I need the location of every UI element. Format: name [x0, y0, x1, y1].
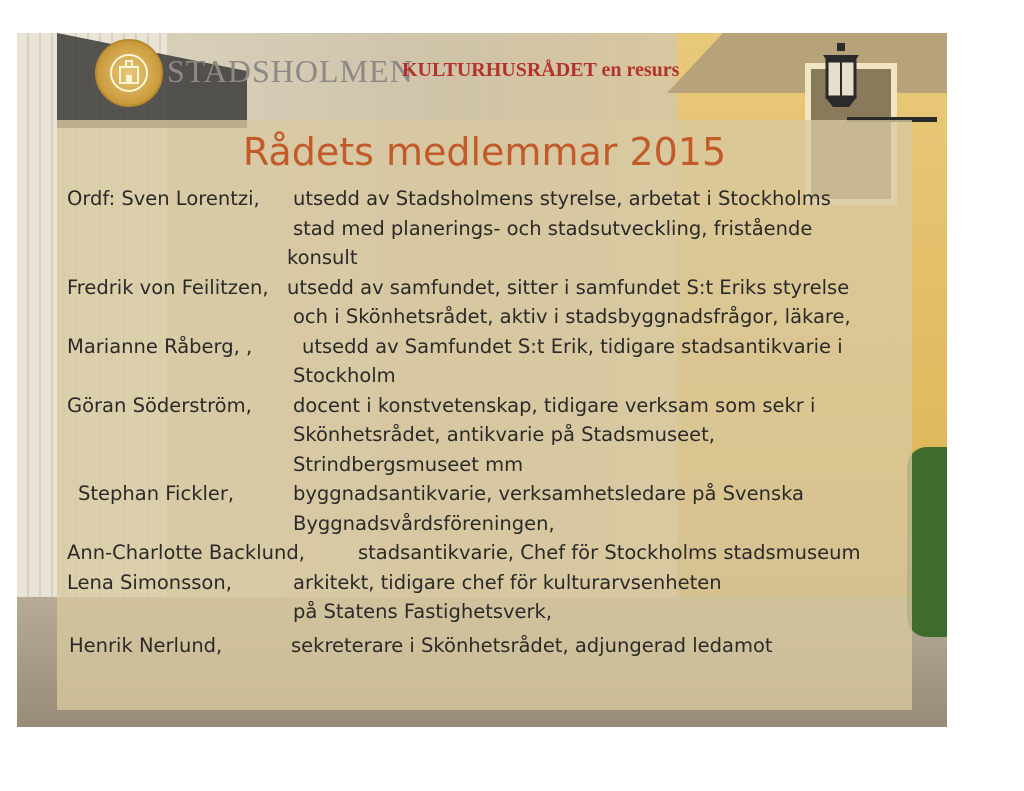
member-name: Henrik Nerlund,: [69, 633, 223, 657]
header: [17, 33, 947, 117]
description-line: docent i konstvetenskap, tidigare verksam som sekr i: [293, 393, 816, 417]
members-list: [57, 184, 912, 663]
list-item: [57, 391, 912, 480]
description-line: utsedd av samfundet, sitter i samfundet S:t Eriks styrelse: [287, 275, 850, 299]
member-description: [287, 273, 851, 332]
member-description: [293, 332, 843, 391]
description-line: Byggnadsvårdsföreningen,: [293, 511, 555, 535]
list-item: [57, 479, 912, 538]
description-line: arkitekt, tidigare chef för kulturarvsenheten: [293, 570, 722, 594]
description-line: stadsantikvarie, Chef för Stockholms stadsmuseum: [358, 541, 861, 564]
member-description: [293, 479, 804, 538]
member-description: [287, 184, 831, 273]
description-line: och i Skönhetsrådet, aktiv i stadsbyggnadsfrågor, läkare,: [293, 305, 851, 328]
member-name: Ann-Charlotte Backlund,: [67, 541, 305, 564]
organization-title: KULTURHUSRÅDET en resurs: [402, 59, 680, 81]
seal-logo-icon: [95, 39, 163, 107]
list-item: [57, 568, 912, 627]
description-line: utsedd av Stadsholmens styrelse, arbetat i Stockholms: [293, 187, 831, 210]
description-line: stad med planerings- och stadsutveckling, fristående: [293, 216, 813, 240]
description-line: Skönhetsrådet, antikvarie på Stadsmuseet,: [293, 423, 715, 446]
member-description: [293, 568, 722, 627]
member-description: [358, 538, 861, 568]
member-name: Marianne Råberg, ,: [67, 334, 253, 358]
member-name: Lena Simonsson,: [67, 570, 232, 594]
description-line: Stockholm: [293, 364, 396, 387]
member-name: Göran Söderström,: [67, 393, 252, 417]
member-description: [293, 391, 815, 480]
list-item: [57, 273, 912, 332]
description-line: Strindbergsmuseet mm: [293, 452, 524, 476]
description-line: sekreterare i Skönhetsrådet, adjungerad ledamot: [291, 633, 773, 657]
list-item: [57, 631, 912, 663]
description-line: byggnadsantikvarie, verksamhetsledare på Svenska: [293, 482, 804, 505]
member-name: Fredrik von Feilitzen,: [67, 275, 269, 299]
list-item: [57, 332, 912, 391]
member-name: Ordf: Sven Lorentzi,: [67, 187, 260, 210]
members-panel: [57, 120, 912, 710]
page-title: Rådets medlemmar 2015: [242, 130, 727, 174]
description-line: konsult: [287, 246, 358, 269]
member-name: Stephan Fickler,: [78, 482, 235, 505]
list-item: [57, 184, 912, 273]
description-line: på Statens Fastighetsverk,: [293, 600, 553, 623]
background-bush: [907, 447, 947, 637]
list-item: [57, 538, 912, 568]
brand-name: STADSHOLMEN: [167, 53, 414, 89]
slide: [17, 33, 947, 727]
member-description: [291, 631, 773, 661]
description-line: utsedd av Samfundet S:t Erik, tidigare stadsantikvarie i: [302, 334, 843, 358]
